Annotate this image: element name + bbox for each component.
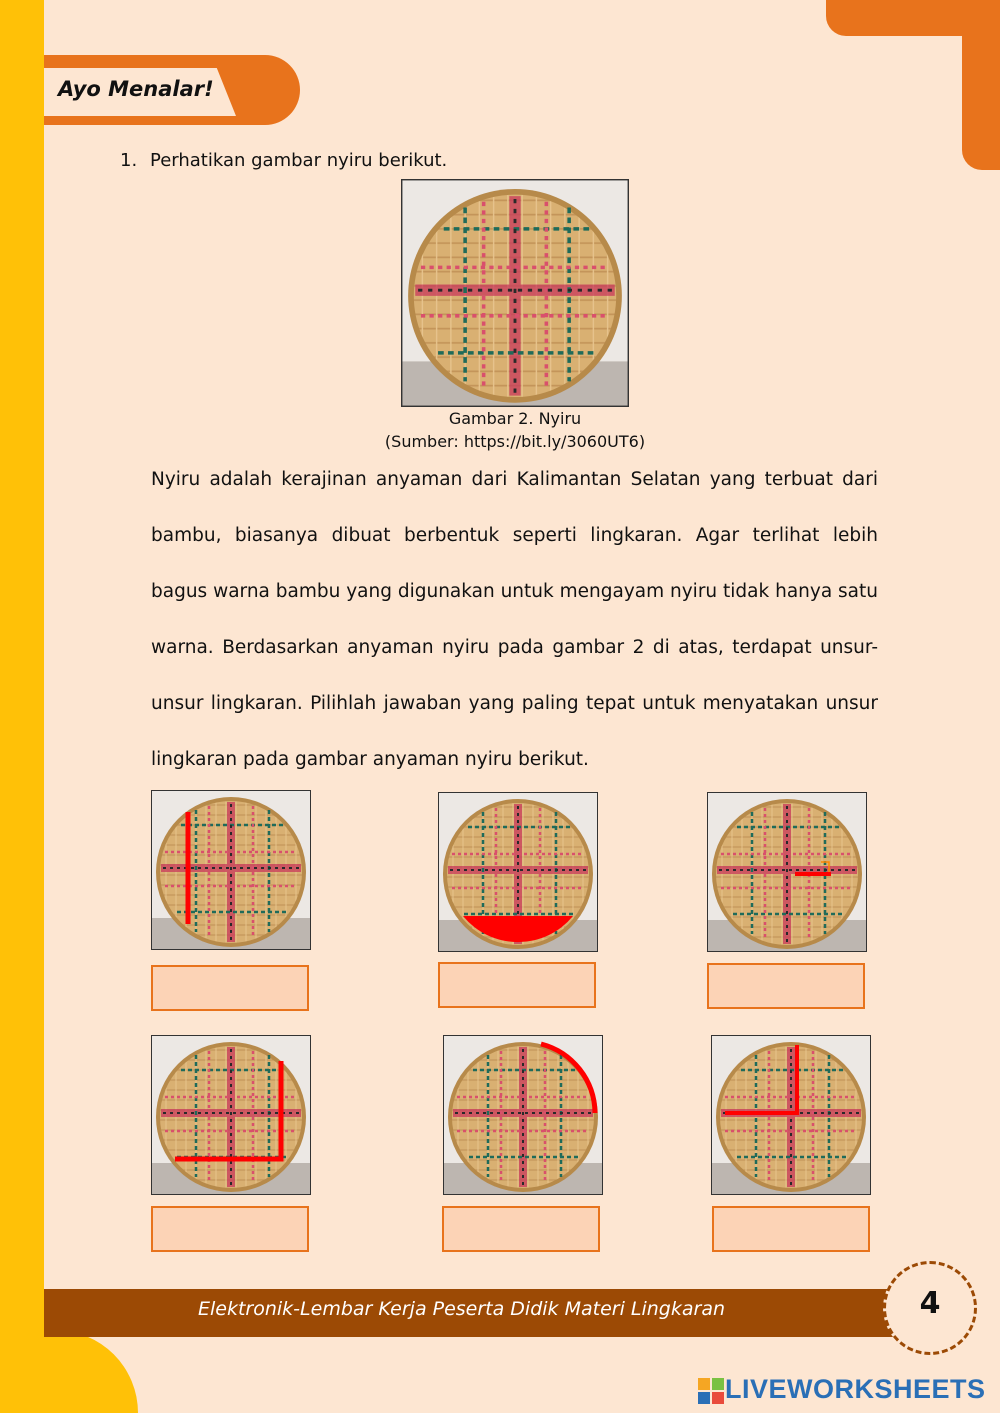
left-border-bar — [0, 0, 44, 1413]
answer-box-5[interactable] — [442, 1206, 600, 1252]
answer-box-3[interactable] — [707, 963, 865, 1009]
question-paragraph: Nyiru adalah kerajinan anyaman dari Kalimantan Selatan yang terbuat dari bambu, biasanya dibuat berbentuk seperti lingkaran. Agar terlihat lebih bagus warna bambu yang digunakan untuk mengayam nyiru tidak hanya satu warna. Berdasarkan anyaman nyiru pada gambar 2 di atas, terdapat unsur-unsur lingkaran. Pilihlah jawaban yang paling tepat untuk menyatakan unsur lingkaran pada gambar anyaman nyiru berikut. — [151, 469, 879, 770]
answer-box-4[interactable] — [151, 1206, 309, 1252]
section-title: Ayo Menalar! — [58, 77, 214, 101]
liveworksheets-logo-icon — [698, 1378, 724, 1404]
option-image-4 — [151, 1035, 311, 1195]
option-image-1 — [151, 790, 311, 950]
nyiru-photo — [401, 179, 629, 407]
option-image-6 — [711, 1035, 871, 1195]
figure-caption: Gambar 2. Nyiru — [448, 409, 582, 428]
answer-box-2[interactable] — [438, 962, 596, 1008]
page-number: 4 — [919, 1286, 941, 1321]
answer-box-6[interactable] — [712, 1206, 870, 1252]
option-image-5 — [443, 1035, 603, 1195]
answer-box-1[interactable] — [151, 965, 309, 1011]
figure-source: (Sumber: https://bit.ly/3060UT6) — [384, 432, 646, 451]
option-image-2 — [438, 792, 598, 952]
top-right-decoration-vertical — [962, 20, 1000, 170]
question-lead: Perhatikan gambar nyiru berikut. — [150, 150, 448, 171]
liveworksheets-watermark: LIVEWORKSHEETS — [725, 1374, 986, 1404]
question-number: 1. — [120, 150, 138, 171]
left-bottom-decoration — [0, 1330, 138, 1413]
footer-title: Elektronik-Lembar Kerja Peserta Didik Materi Lingkaran — [198, 1298, 726, 1320]
option-image-3 — [707, 792, 867, 952]
